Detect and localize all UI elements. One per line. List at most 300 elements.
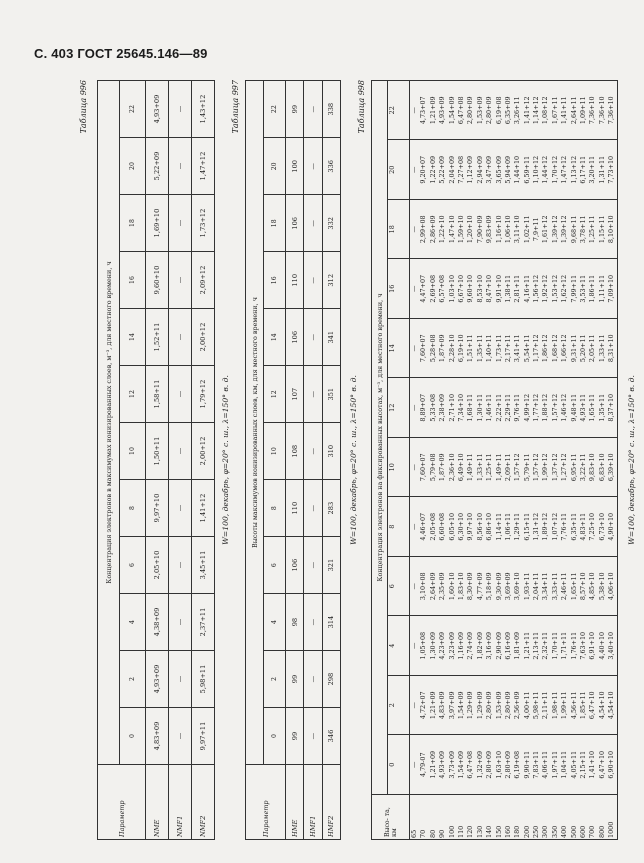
table-cell: 2,64+09 <box>428 572 437 601</box>
table-cell: 108 <box>286 423 304 480</box>
value-column <box>410 319 618 379</box>
hour-header: 12 <box>120 366 146 423</box>
table-cell: 5,79+11 <box>522 453 531 482</box>
table-cell: 1,65+11 <box>588 393 597 422</box>
table-cell: 1,30+11 <box>475 393 484 422</box>
table-cell: 4,05+11 <box>569 750 578 779</box>
table-cell: 1,77+12 <box>532 393 541 422</box>
table-cell: 1,49+11 <box>466 453 475 482</box>
table-cell: 2,86+09 <box>428 215 437 244</box>
table-cell: 6,57+08 <box>438 274 447 303</box>
table-cell: 2,38+09 <box>438 393 447 422</box>
table-cell: 3,69+10 <box>513 572 522 601</box>
subtitle-header: Высоты максимумов ионизированных слоев, км, для местного времени, ч <box>246 81 264 765</box>
param-header: Параметр <box>246 765 286 840</box>
table-cell: 6,91+10 <box>588 631 597 660</box>
value-column <box>410 557 618 617</box>
table-cell: 1,07+12 <box>550 512 559 541</box>
table-cell: 1,29+09 <box>466 691 475 720</box>
table-cell: 321 <box>322 537 340 594</box>
table-cell: 6,47+10 <box>597 750 606 779</box>
hour-header: 12 <box>264 366 286 423</box>
table-cell: 1,70+11 <box>550 631 559 660</box>
table-cell: 3,16+09 <box>485 631 494 660</box>
table-cell: 4,93+09 <box>146 81 169 138</box>
table-cell: 4,72+07 <box>419 691 428 720</box>
table-cell: 7,99+11 <box>569 274 578 303</box>
height-value: 600 <box>579 825 588 838</box>
table-cell: 2,94+09 <box>475 155 484 184</box>
table-cell: 1,39+12 <box>560 215 569 244</box>
table-cell: 9,60+10 <box>146 252 169 309</box>
hour-header: 4 <box>388 616 410 676</box>
hour-header: 8 <box>264 480 286 537</box>
hour-header: 10 <box>264 423 286 480</box>
table-cell: 1,06+11 <box>503 512 512 541</box>
height-value: 500 <box>569 825 578 838</box>
table-cell: — <box>169 480 192 537</box>
value-column <box>410 259 618 319</box>
table-cell: 8,89+07 <box>419 393 428 422</box>
table-cell: 99 <box>286 81 304 138</box>
table-cell: — <box>410 166 418 173</box>
table-cell: 6,73+10 <box>597 512 606 541</box>
table-cell: 1,02+11 <box>522 215 531 244</box>
table-cell: — <box>304 594 322 651</box>
table-cell: 3,22+11 <box>579 453 588 482</box>
table-cell: 7,83+11 <box>532 750 541 779</box>
table-cell: — <box>410 107 418 114</box>
table-cell: 314 <box>322 594 340 651</box>
table-cell: 332 <box>322 195 340 252</box>
height-value: 110 <box>456 825 465 838</box>
table-cell: 2,74+09 <box>466 631 475 660</box>
table-cell: 6,67+10 <box>456 274 465 303</box>
table-cell: — <box>410 702 418 709</box>
table-cell: 1,54+09 <box>456 691 465 720</box>
table-cell: 5,22+09 <box>438 155 447 184</box>
table-cell: 2,17+11 <box>503 334 512 363</box>
height-value: 65 <box>410 829 418 838</box>
table-cell: 4,38+09 <box>146 594 169 651</box>
table-cell: — <box>169 195 192 252</box>
table-cell: 4,06+11 <box>541 750 550 779</box>
table-cell: 1,21+09 <box>428 691 437 720</box>
height-value: 400 <box>560 825 569 838</box>
table-row <box>286 81 304 840</box>
table-cell: 106 <box>286 537 304 594</box>
table-cell: 341 <box>322 309 340 366</box>
table-cell: 9,76+11 <box>513 393 522 422</box>
table-cell: 4,93+09 <box>146 651 169 708</box>
table-cell: 2,80+09 <box>503 750 512 779</box>
table-cell: 1,58+11 <box>146 366 169 423</box>
table-cell: 4,85+10 <box>588 572 597 601</box>
table-cell: 9,91+10 <box>494 274 503 303</box>
table-cell: 107 <box>286 366 304 423</box>
table-cell: 1,68+11 <box>466 393 475 422</box>
table-cell: 1,17+12 <box>532 334 541 363</box>
table-cell: 2,00+12 <box>192 423 215 480</box>
table-row <box>146 81 169 840</box>
param-name: HMF1 <box>304 765 322 840</box>
hour-header: 22 <box>120 81 146 138</box>
table-cell: 4,00+11 <box>522 691 531 720</box>
table-cell: 2,28+10 <box>447 334 456 363</box>
hour-header: 16 <box>388 259 410 319</box>
height-column <box>410 795 618 840</box>
table-cell: 2,80+09 <box>485 96 494 125</box>
value-column <box>410 378 618 438</box>
table-body-row <box>410 81 618 840</box>
table-cell: 2,69+08 <box>428 274 437 303</box>
table-cell: 1,46+12 <box>560 393 569 422</box>
height-value: 150 <box>494 825 503 838</box>
table-cell: 2,05+08 <box>428 512 437 541</box>
table-cell: 6,90+10 <box>607 750 616 779</box>
data-table <box>97 80 215 840</box>
table-cell: 2,09+12 <box>192 252 215 309</box>
table-cell: 2,37+11 <box>192 594 215 651</box>
table-cell: 7,76+11 <box>560 512 569 541</box>
table-cell: — <box>304 81 322 138</box>
height-value: 250 <box>532 825 541 838</box>
table-cell: 4,23+09 <box>438 631 447 660</box>
value-column <box>410 140 618 200</box>
table-cell: 1,57+12 <box>532 453 541 482</box>
hour-header: 22 <box>388 81 410 141</box>
table-cell: 3,47+09 <box>485 155 494 184</box>
table-cell: 346 <box>322 708 340 765</box>
table-cell: 2,29+11 <box>503 393 512 422</box>
table-cell: 6,19+08 <box>494 96 503 125</box>
table-cell: — <box>169 594 192 651</box>
table-cell: 283 <box>322 480 340 537</box>
table-cell: 2,13+11 <box>532 631 541 660</box>
height-header: Высо- та, км <box>372 795 410 840</box>
table-cell: — <box>410 523 418 530</box>
table-cell: 4,56+11 <box>569 691 578 720</box>
table-cell: — <box>304 651 322 708</box>
table-cell: 4,54+10 <box>607 691 616 720</box>
table-cell: 2,80+09 <box>485 750 494 779</box>
table-cell: 4,40+10 <box>597 631 606 660</box>
table-cell: 3,97+09 <box>447 691 456 720</box>
table-cell: 6,49+10 <box>456 453 465 482</box>
value-column <box>410 200 618 260</box>
value-column <box>410 616 618 676</box>
table-cell: 1,81+09 <box>513 631 522 660</box>
table-cell: 336 <box>322 138 340 195</box>
table-cell: 3,10+08 <box>419 572 428 601</box>
table-cell: 1,29+09 <box>475 691 484 720</box>
table-cell: 4,83+09 <box>146 708 169 765</box>
table-cell: 1,35+11 <box>475 334 484 363</box>
table-cell: 7,63+10 <box>579 631 588 660</box>
hour-header: 10 <box>120 423 146 480</box>
height-value: 70 <box>419 829 428 838</box>
table-cell: 1,87+09 <box>438 334 447 363</box>
hour-header: 8 <box>388 497 410 557</box>
table-cell: 2,80+09 <box>503 691 512 720</box>
table-cell: 6,59+11 <box>522 155 531 184</box>
hour-header: 2 <box>264 651 286 708</box>
table-cell: 4,47+07 <box>419 274 428 303</box>
table-cell: 8,37+10 <box>607 393 616 422</box>
table-cell: — <box>304 309 322 366</box>
table-cell: 1,46+11 <box>485 393 494 422</box>
hour-header: 2 <box>120 651 146 708</box>
table-cell: 3,69+09 <box>503 572 512 601</box>
table-cell: 1,35+11 <box>597 393 606 422</box>
table-cell: 1,57+12 <box>513 453 522 482</box>
table-cell: 1,13+12 <box>569 155 578 184</box>
table-cell: 2,11+11 <box>541 691 550 720</box>
table-cell: 5,20+11 <box>579 334 588 363</box>
table-cell: 1,99+11 <box>560 691 569 720</box>
table-cell: 2,05+10 <box>146 537 169 594</box>
table-cell: 1,97+11 <box>550 750 559 779</box>
table-cell: 5,18+09 <box>485 572 494 601</box>
table-cell: 1,31+12 <box>532 512 541 541</box>
table-cell: 1,86+11 <box>588 274 597 303</box>
table-cell: 1,69+10 <box>146 195 169 252</box>
table-cell: 2,80+09 <box>466 96 475 125</box>
table-cell: 4,16+11 <box>522 274 531 303</box>
table-cell: — <box>304 537 322 594</box>
table-cell: 8,53+10 <box>475 274 484 303</box>
height-value: 350 <box>550 825 559 838</box>
table-cell: 3,34+11 <box>541 572 550 601</box>
table-cell: 4,06+10 <box>607 572 616 601</box>
height-value: 1000 <box>607 821 616 838</box>
table-cell: 1,11+11 <box>597 274 606 303</box>
table-cell: — <box>410 583 418 590</box>
table-cell: 5,28+08 <box>428 334 437 363</box>
table-cell: 2,00+12 <box>192 309 215 366</box>
table-cell: 1,54+09 <box>447 96 456 125</box>
table-cell: 1,54+09 <box>456 750 465 779</box>
table-cell: 6,15+11 <box>522 512 531 541</box>
table-cell: 7,25+10 <box>588 512 597 541</box>
table-cell: 9,97+10 <box>466 512 475 541</box>
param-name: HME <box>286 765 304 840</box>
table-row <box>304 81 322 840</box>
hours-row <box>264 81 286 840</box>
table-cell: 1,41+10 <box>588 750 597 779</box>
table-cell: 1,57+12 <box>550 393 559 422</box>
table-cell: 3,41+11 <box>513 334 522 363</box>
table-cell: 1,66+12 <box>560 334 569 363</box>
table-cell: 5,98+11 <box>532 691 541 720</box>
table-cell: 100 <box>286 138 304 195</box>
table-cell: — <box>169 708 192 765</box>
table-cell: 4,46+07 <box>419 512 428 541</box>
table-title: W=100, декабрь, φ=20° с. ш., λ=150° в. д. <box>221 375 230 545</box>
table-cell: 1,68+12 <box>550 334 559 363</box>
table-cell: 2,81+11 <box>513 274 522 303</box>
table-cell: 1,47+12 <box>192 138 215 195</box>
table-cell: 1,44+10 <box>513 155 522 184</box>
subtitle-header: Концентрация электронов на фиксированных высотах, м⁻³, для местного времени, ч <box>372 81 388 795</box>
table-cell: 1,60+10 <box>447 572 456 601</box>
table-cell: 1,25+11 <box>485 453 494 482</box>
table-cell: 4,83+09 <box>438 691 447 720</box>
table-cell: 7,27+08 <box>456 155 465 184</box>
table-cell: 6,86+10 <box>485 512 494 541</box>
table-cell: 1,65+11 <box>569 572 578 601</box>
table-cell: 1,14+12 <box>532 96 541 125</box>
table-cell: 6,47+10 <box>588 691 597 720</box>
table-cell: 7,09+10 <box>607 274 616 303</box>
table-cell: 4,93+09 <box>438 96 447 125</box>
table-cell: 99 <box>286 708 304 765</box>
table-cell: 1,25+11 <box>588 215 597 244</box>
hours-row <box>388 81 410 840</box>
height-value: 300 <box>541 825 550 838</box>
hour-header: 18 <box>264 195 286 252</box>
table-cell: 1,71+11 <box>560 631 569 660</box>
table-997 <box>231 80 358 840</box>
table-cell: 3,78+11 <box>579 215 588 244</box>
table-cell: 1,38+11 <box>503 274 512 303</box>
table-cell: 298 <box>322 651 340 708</box>
hour-header: 20 <box>388 140 410 200</box>
value-column <box>410 676 618 736</box>
table-cell: 1,37+12 <box>550 453 559 482</box>
table-cell: 2,46+11 <box>560 572 569 601</box>
hours-row <box>120 81 146 840</box>
table-cell: — <box>410 761 418 768</box>
table-cell: 1,40+11 <box>485 334 494 363</box>
table-cell: 2,35+09 <box>438 572 447 601</box>
table-cell: 4,93+09 <box>438 750 447 779</box>
hour-header: 20 <box>264 138 286 195</box>
table-cell: 1,21+09 <box>428 96 437 125</box>
table-cell: 1,67+11 <box>550 96 559 125</box>
table-cell: — <box>169 366 192 423</box>
table-cell: — <box>169 252 192 309</box>
hour-header: 8 <box>120 480 146 537</box>
table-cell: — <box>304 252 322 309</box>
hour-header: 6 <box>388 557 410 617</box>
table-cell: 2,05+11 <box>588 334 597 363</box>
table-cell: 3,11+10 <box>513 215 522 244</box>
table-cell: 1,31+11 <box>597 155 606 184</box>
table-cell: — <box>304 480 322 537</box>
hour-header: 0 <box>264 708 286 765</box>
table-cell: 9,68+11 <box>569 215 578 244</box>
table-cell: 1,73+11 <box>494 334 503 363</box>
table-cell: — <box>169 81 192 138</box>
table-row <box>322 81 340 840</box>
table-cell: 2,99+08 <box>419 215 428 244</box>
table-cell: 2,71+10 <box>447 393 456 422</box>
hour-header: 22 <box>264 81 286 138</box>
table-cell: 1,32+09 <box>475 750 484 779</box>
table-cell: 4,77+09 <box>475 572 484 601</box>
table-number: Таблица 998 <box>357 80 366 134</box>
height-value: 120 <box>466 825 475 838</box>
table-cell: 8,56+10 <box>475 512 484 541</box>
table-cell: 1,05+08 <box>419 631 428 660</box>
table-cell: 1,33+11 <box>597 334 606 363</box>
table-cell: 1,08+12 <box>541 96 550 125</box>
table-cell: 7,90+09 <box>475 215 484 244</box>
table-cell: 8,10+10 <box>607 215 616 244</box>
table-cell: 1,50+11 <box>146 423 169 480</box>
table-cell: 1,20+10 <box>466 215 475 244</box>
table-cell: 1,56+12 <box>532 274 541 303</box>
table-cell: 2,15+11 <box>579 750 588 779</box>
table-cell: 5,94+09 <box>503 155 512 184</box>
table-cell: 1,52+11 <box>146 309 169 366</box>
table-cell: — <box>304 366 322 423</box>
table-cell: 2,32+11 <box>541 631 550 660</box>
table-cell: 4,54+10 <box>597 691 606 720</box>
param-name: HMF2 <box>322 765 340 840</box>
table-cell: 1,59+10 <box>456 215 465 244</box>
table-cell: 6,16+09 <box>503 631 512 660</box>
height-value: 800 <box>597 825 606 838</box>
table-cell: 1,53+09 <box>494 691 503 720</box>
hour-header: 18 <box>388 200 410 260</box>
table-cell: 1,70+12 <box>550 155 559 184</box>
hour-header: 12 <box>388 378 410 438</box>
height-value: 180 <box>513 825 522 838</box>
table-cell: 9,97+11 <box>192 708 215 765</box>
param-name: NMF1 <box>169 765 192 840</box>
table-cell: — <box>169 423 192 480</box>
table-cell: — <box>410 404 418 411</box>
table-cell: — <box>304 195 322 252</box>
table-cell: 1,33+11 <box>475 453 484 482</box>
table-cell: 6,35+09 <box>503 96 512 125</box>
table-cell: 1,82+09 <box>475 631 484 660</box>
table-number: Таблица 996 <box>79 80 88 134</box>
table-cell: 6,60+08 <box>438 512 447 541</box>
table-cell: 9,20+07 <box>419 155 428 184</box>
table-cell: 3,40+10 <box>607 631 616 660</box>
table-cell: 1,87+09 <box>438 453 447 482</box>
table-cell: 110 <box>286 252 304 309</box>
hour-header: 10 <box>388 438 410 498</box>
table-cell: 1,12+09 <box>466 155 475 184</box>
table-cell: 5,98+11 <box>192 651 215 708</box>
table-cell: 1,43+12 <box>192 81 215 138</box>
table-cell: 1,14+11 <box>494 512 503 541</box>
table-cell: 7,36+10 <box>607 96 616 125</box>
table-cell: 3,65+09 <box>494 155 503 184</box>
hour-header: 4 <box>120 594 146 651</box>
table-cell: 1,27+12 <box>560 453 569 482</box>
table-cell: 3,23+09 <box>447 631 456 660</box>
hour-header: 6 <box>264 537 286 594</box>
height-value: 130 <box>475 825 484 838</box>
table-cell: 1,22+09 <box>428 155 437 184</box>
table-cell: 1,44+12 <box>541 155 550 184</box>
table-cell: 1,29+11 <box>513 512 522 541</box>
table-cell: 98 <box>286 594 304 651</box>
table-cell: 310 <box>322 423 340 480</box>
table-cell: — <box>410 642 418 649</box>
table-cell: 1,62+12 <box>560 274 569 303</box>
hour-header: 16 <box>264 252 286 309</box>
table-cell: — <box>169 651 192 708</box>
table-cell: 1,47+12 <box>560 155 569 184</box>
hour-header: 4 <box>264 594 286 651</box>
table-cell: 1,89+12 <box>541 512 550 541</box>
